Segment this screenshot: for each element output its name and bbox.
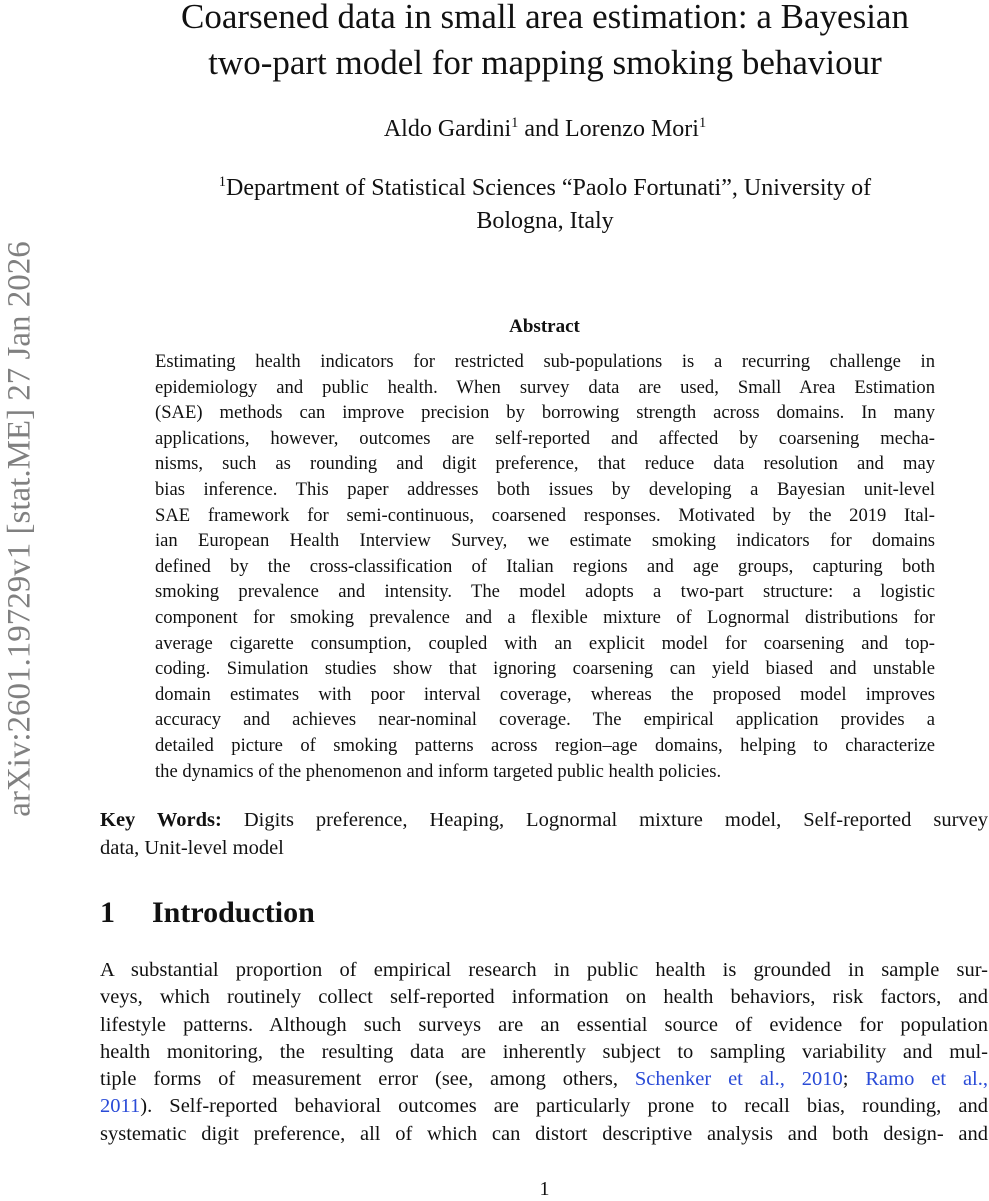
body-line: 2011). Self-reported behavioral outcomes are particularly prone to recall bias, rounding, and	[100, 1095, 988, 1118]
affiliation-marker: 1	[218, 174, 226, 190]
abstract-line: bias inference. This paper addresses both issues by developing a Bayesian unit-level	[155, 478, 935, 500]
body-line: A substantial proportion of empirical research in public health is grounded in sample sur-	[100, 959, 988, 981]
abstract-line: average cigarette consumption, coupled with an explicit model for coarsening and top-	[155, 632, 935, 654]
body-line: veys, which routinely collect self-reported information on health behaviors, risk factors, and	[100, 986, 988, 1009]
page-number: 1	[539, 1178, 550, 1200]
affiliation-line: $^1$Department of Statistical Sciences “Paolo Fortunati”, University of	[218, 174, 872, 201]
keywords-text: Digits preference, Heaping, Lognormal mixture model, Self-reported survey	[221, 809, 988, 831]
abstract-line: Estimating health indicators for restricted sub-populations is a recurring challenge in	[155, 351, 935, 372]
keywords-line	[100, 806, 988, 834]
abstract-line: epidemiology and public health. When survey data are used, Small Area Estimation	[155, 376, 935, 398]
citation-link[interactable]: Schenker et al., 2010	[634, 1068, 843, 1091]
abstract-body	[155, 349, 935, 784]
abstract-line: accuracy and achieves near-nominal coverage. The empirical application provides a	[155, 709, 935, 731]
body-line: systematic digit preference, all of which can distort descriptive analysis and both design- and	[100, 1122, 988, 1145]
affiliation-line: Bologna, Italy	[476, 208, 614, 234]
paper-title-line: Coarsened data in small area estimation: a Bayesian	[181, 0, 909, 36]
affiliation-marker: 1	[698, 115, 707, 131]
section-heading	[100, 896, 315, 930]
abstract-line: component for smoking prevalence and a flexible mixture of Lognormal distributions for	[155, 606, 935, 628]
abstract-line: detailed picture of smoking patterns across region–age domains, helping to characterize	[155, 734, 935, 756]
keywords-label: Key Words:	[100, 809, 222, 831]
body-line: health monitoring, the resulting data are inherently subject to sampling variability and mul-	[100, 1040, 988, 1063]
body-line: lifestyle patterns. Although such surveys are an essential source of evidence for population	[100, 1013, 988, 1036]
affiliation	[115, 172, 975, 238]
affiliation-marker: 1	[511, 115, 519, 131]
citation-link[interactable]: 2011	[100, 1095, 141, 1118]
abstract-line: nisms, such as rounding and digit preference, that reduce data resolution and may	[155, 453, 935, 475]
abstract-line: ian European Health Interview Survey, we estimate smoking indicators for domains	[155, 530, 935, 552]
introduction-paragraph	[100, 957, 988, 1148]
arxiv-identifier-text: arXiv:2601.19729v1 [stat.ME] 27 Jan 2026	[1, 241, 38, 817]
section-number: 1	[100, 896, 115, 929]
abstract-line: defined by the cross-classification of Italian regions and age groups, capturing both	[155, 555, 935, 577]
paper-title	[115, 0, 975, 86]
abstract-heading: Abstract	[509, 316, 580, 337]
section-title: Introduction	[152, 896, 315, 929]
author-name: Lorenzo Mori	[565, 116, 699, 142]
keywords-line: data, Unit-level model	[100, 837, 284, 859]
abstract-line: SAE framework for semi-continuous, coarsened responses. Motivated by the 2019 Ital-	[155, 504, 935, 526]
abstract-line: (SAE) methods can improve precision by borrowing strength across domains. In many	[155, 402, 935, 424]
abstract-line: smoking prevalence and intensity. The model adopts a two-part structure: a logistic	[155, 581, 935, 603]
arxiv-identifier-stamp	[0, 184, 40, 874]
abstract-line: the dynamics of the phenomenon and inform targeted public health policies.	[155, 760, 722, 782]
author-list	[115, 116, 975, 143]
author-name: Aldo Gardini	[383, 116, 512, 142]
abstract-line: applications, however, outcomes are self-reported and affected by coarsening mecha-	[155, 427, 935, 449]
abstract-line: coding. Simulation studies show that ignoring coarsening can yield biased and unstable	[155, 658, 935, 680]
citation-link[interactable]: Ramo et al.,	[865, 1068, 988, 1091]
abstract-line: domain estimates with poor interval coverage, whereas the proposed model improves	[155, 683, 935, 705]
body-line: tiple forms of measurement error (see, among others, Schenker et al., 2010; Ramo et al.,	[100, 1068, 988, 1091]
paper-title-line: two-part model for mapping smoking behaviour	[208, 43, 882, 82]
keywords-block	[100, 806, 988, 862]
author-conjunction: and	[518, 116, 565, 142]
